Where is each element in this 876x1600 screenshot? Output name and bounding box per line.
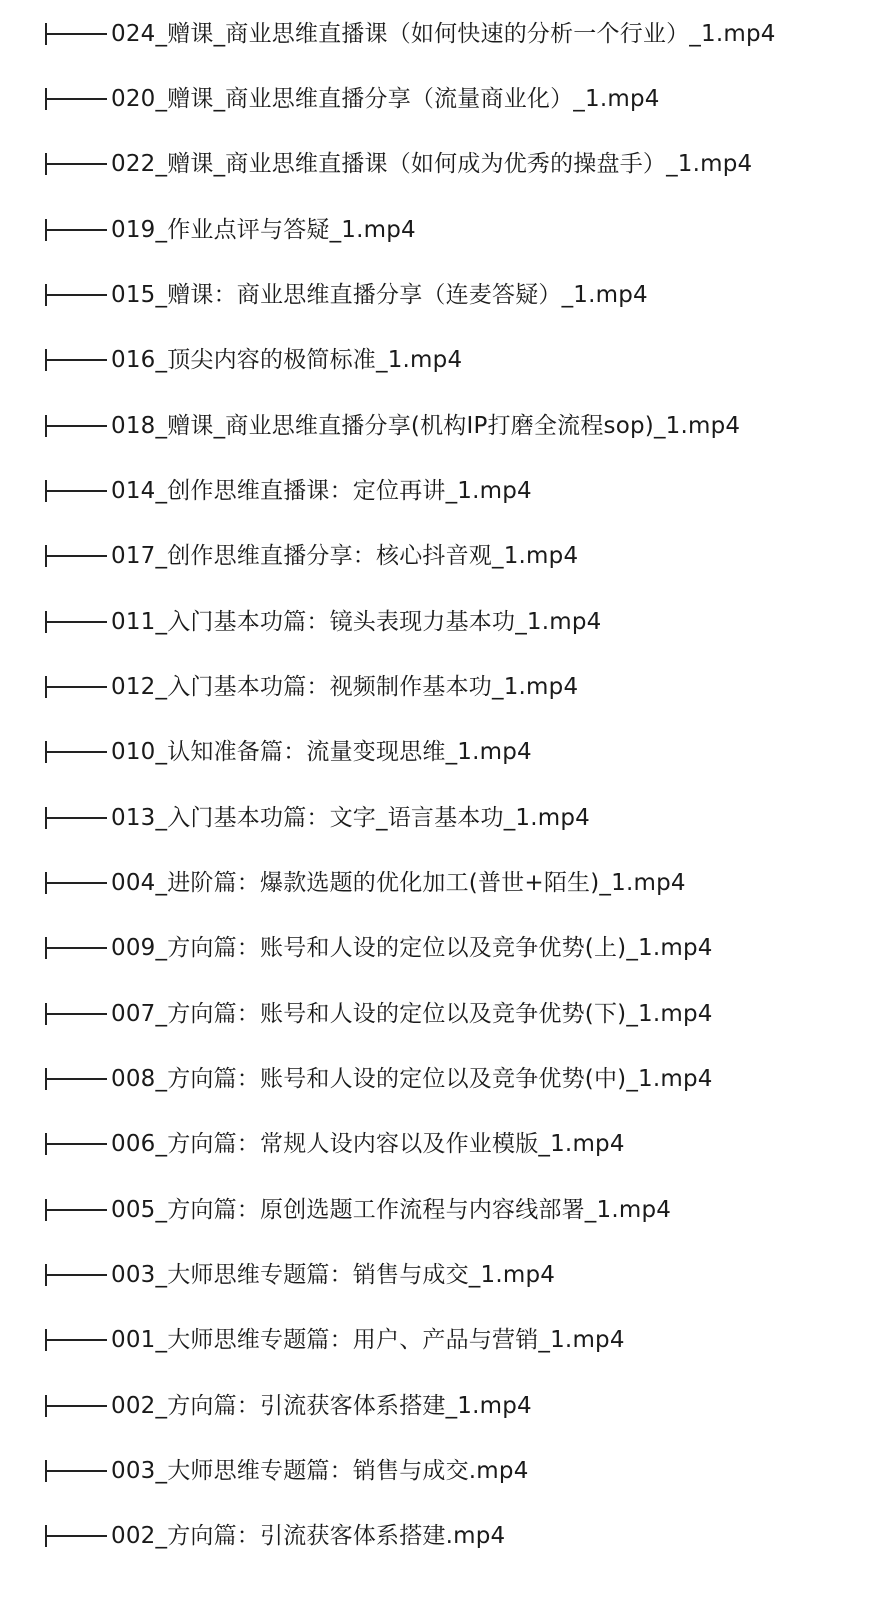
tree-branch-connector bbox=[45, 1264, 151, 1286]
tree-row bbox=[0, 1120, 876, 1168]
tree-branch-connector bbox=[45, 676, 151, 698]
tree-row bbox=[0, 206, 876, 254]
tree-branch-connector bbox=[45, 349, 151, 371]
tree-branch-connector bbox=[45, 545, 151, 567]
file-name: 008_方向篇：账号和人设的定位以及竞争优势(中)_1.mp4 bbox=[111, 1065, 713, 1092]
tree-row bbox=[0, 1055, 876, 1103]
file-name: 013_入门基本功篇：文字_语言基本功_1.mp4 bbox=[111, 804, 590, 831]
tree-branch-connector bbox=[45, 1460, 151, 1482]
tree-row bbox=[0, 10, 876, 58]
tree-row bbox=[0, 336, 876, 384]
tree-row bbox=[0, 140, 876, 188]
tree-branch-connector bbox=[45, 88, 151, 110]
file-name: 010_认知准备篇：流量变现思维_1.mp4 bbox=[111, 738, 532, 765]
tree-branch-connector bbox=[45, 219, 151, 241]
file-name: 005_方向篇：原创选题工作流程与内容线部署_1.mp4 bbox=[111, 1196, 672, 1223]
file-name: 007_方向篇：账号和人设的定位以及竞争优势(下)_1.mp4 bbox=[111, 1000, 713, 1027]
tree-row bbox=[0, 1447, 876, 1495]
file-name: 006_方向篇：常规人设内容以及作业模版_1.mp4 bbox=[111, 1130, 625, 1157]
tree-branch-connector bbox=[45, 611, 151, 633]
tree-branch-connector bbox=[45, 415, 151, 437]
tree-row bbox=[0, 467, 876, 515]
tree-row bbox=[0, 990, 876, 1038]
file-name: 002_方向篇：引流获客体系搭建_1.mp4 bbox=[111, 1392, 532, 1419]
tree-branch-connector bbox=[45, 741, 151, 763]
file-name: 012_入门基本功篇：视频制作基本功_1.mp4 bbox=[111, 673, 579, 700]
tree-branch-connector bbox=[45, 1003, 151, 1025]
tree-branch-connector bbox=[45, 937, 151, 959]
tree-row bbox=[0, 924, 876, 972]
tree-row bbox=[0, 1251, 876, 1299]
file-name: 017_创作思维直播分享：核心抖音观_1.mp4 bbox=[111, 542, 579, 569]
file-name: 009_方向篇：账号和人设的定位以及竞争优势(上)_1.mp4 bbox=[111, 934, 713, 961]
tree-row bbox=[0, 1186, 876, 1234]
file-name: 015_赠课：商业思维直播分享（连麦答疑）_1.mp4 bbox=[111, 281, 648, 308]
tree-row bbox=[0, 402, 876, 450]
tree-row bbox=[0, 598, 876, 646]
file-name: 018_赠课_商业思维直播分享(机构IP打磨全流程sop)_1.mp4 bbox=[111, 412, 741, 439]
tree-branch-connector bbox=[45, 23, 151, 45]
tree-row bbox=[0, 75, 876, 123]
tree-branch-connector bbox=[45, 1068, 151, 1090]
file-name: 002_方向篇：引流获客体系搭建.mp4 bbox=[111, 1522, 506, 1549]
file-name: 003_大师思维专题篇：销售与成交.mp4 bbox=[111, 1457, 529, 1484]
file-name: 004_进阶篇：爆款选题的优化加工(普世+陌生)_1.mp4 bbox=[111, 869, 686, 896]
tree-branch-connector bbox=[45, 480, 151, 502]
tree-branch-connector bbox=[45, 153, 151, 175]
tree-row bbox=[0, 794, 876, 842]
tree-row bbox=[0, 271, 876, 319]
file-name: 011_入门基本功篇：镜头表现力基本功_1.mp4 bbox=[111, 608, 602, 635]
tree-branch-connector bbox=[45, 1395, 151, 1417]
tree-row bbox=[0, 1316, 876, 1364]
tree-row bbox=[0, 728, 876, 776]
file-name: 022_赠课_商业思维直播课（如何成为优秀的操盘手）_1.mp4 bbox=[111, 150, 753, 177]
tree-branch-connector bbox=[45, 1525, 151, 1547]
tree-branch-connector bbox=[45, 284, 151, 306]
file-name: 003_大师思维专题篇：销售与成交_1.mp4 bbox=[111, 1261, 556, 1288]
file-name: 001_大师思维专题篇：用户、产品与营销_1.mp4 bbox=[111, 1326, 625, 1353]
file-name: 020_赠课_商业思维直播分享（流量商业化）_1.mp4 bbox=[111, 85, 660, 112]
file-name: 019_作业点评与答疑_1.mp4 bbox=[111, 216, 416, 243]
tree-row bbox=[0, 532, 876, 580]
tree-row bbox=[0, 859, 876, 907]
tree-row bbox=[0, 663, 876, 711]
tree-branch-connector bbox=[45, 872, 151, 894]
file-name: 016_顶尖内容的极简标准_1.mp4 bbox=[111, 346, 463, 373]
tree-branch-connector bbox=[45, 1329, 151, 1351]
file-name: 024_赠课_商业思维直播课（如何快速的分析一个行业）_1.mp4 bbox=[111, 20, 776, 47]
file-name: 014_创作思维直播课：定位再讲_1.mp4 bbox=[111, 477, 532, 504]
tree-branch-connector bbox=[45, 1199, 151, 1221]
tree-row bbox=[0, 1382, 876, 1430]
tree-branch-connector bbox=[45, 807, 151, 829]
tree-row bbox=[0, 1512, 876, 1560]
tree-branch-connector bbox=[45, 1133, 151, 1155]
